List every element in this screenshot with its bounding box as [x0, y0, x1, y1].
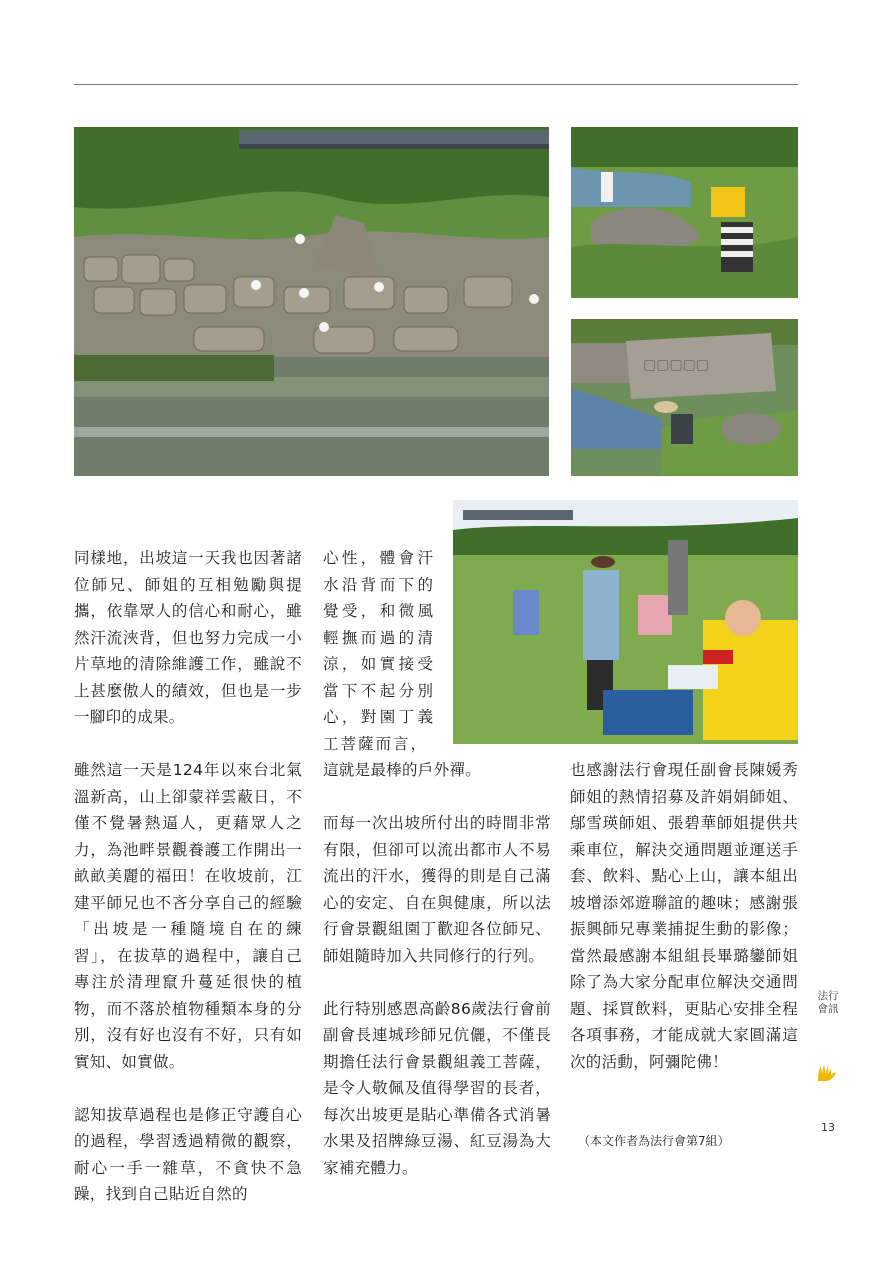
paragraph: 心性，體會汗水沿背而下的覺受，和微風輕撫而過的清涼，如實接受當下不起分別心，對園丁義工菩薩而言， [323, 549, 435, 753]
body-column-right [570, 757, 798, 1075]
photo-volunteers-weeding-on-lawn [571, 127, 798, 298]
paragraph: 此行特別感恩高齡86歲法行會前副會長連城珍師兄伉儷，不僅長期擔任法行會景觀組義工菩薩，是令人敬佩及值得學習的長者，每次出坡更是貼心準備各式消暑水果及招牌綠豆湯、紅豆湯為大家補充體力。 [323, 999, 551, 1177]
paragraph: 認知拔草過程也是修正守護自心的過程，學習透過精微的觀察，耐心一手一雜草，不貪快不急躁，找到自己貼近自然的 [74, 1105, 302, 1203]
photo-group-weeding-by-pond [74, 127, 549, 476]
svg-text:▢▢▢▢▢: ▢▢▢▢▢ [643, 357, 710, 373]
hand-logo-icon [816, 1062, 838, 1082]
paragraph: 而每一次出坡所付出的時間非常有限，但卻可以流出都市人不易流出的汗水，獲得的則是自己滿心的安定、自在與健康，所以法行會景觀組園丁歡迎各位師兄、師姐隨時加入共同修行的行列。 [323, 814, 551, 965]
photo-picnic-rest-on-lawn [453, 500, 798, 744]
body-column-left [74, 545, 302, 1208]
paragraph: 雖然這一天是124年以來台北氣溫新高，山上卻蒙祥雲蔽日，不僅不覺暑熱逼人，更藉眾人之力，為池畔景觀養護工作開出一畝畝美麗的福田！在收坡前，江建平師兄也不吝分享自己的經驗「出坡是一種隨境自在的練習」，在拔草的過程中，讓自己專注於清理竄升蔓延很快的植物，而不落於植物種類本身的分別，沒有好也沒有不好，只有如實知、如實做。 [74, 761, 302, 1071]
photo-volunteer-near-stone-sign [571, 319, 798, 476]
paragraph: 同樣地，出坡這一天我也因著諸位師兄、師姐的互相勉勵與提攜，依靠眾人的信心和耐心，雖然汗流浹背，但也努力完成一小片草地的清除維護工作，雖說不上甚麼傲人的績效，但也是一步一腳印的成果。 [74, 549, 302, 726]
author-credit: （本文作者為法行會第7組） [578, 1134, 730, 1148]
paragraph: 這就是最棒的戶外禪。 [323, 761, 482, 779]
header-rule [74, 84, 798, 85]
body-column-middle-top [323, 545, 435, 757]
paragraph: 也感謝法行會現任副會長陳媛秀師姐的熱情招募及許娟娟師姐、鄔雪瑛師姐、張碧華師姐提供共乘車位，解決交通問題並運送手套、飲料、點心上山，讓本組出坡增添郊遊聯誼的趣味；感謝張振興師兄專業捕捉生動的影像；當然最感謝本組組長畢璐鑾師姐除了為大家分配車位解決交通問題、採買飲料，更貼心安排全程各項事務，才能成就大家圓滿這次的活動，阿彌陀佛！ [570, 761, 798, 1071]
publication-name: 法行會訊 [817, 990, 839, 1015]
page-number: 13 [821, 1121, 835, 1134]
body-column-middle [323, 757, 551, 1181]
